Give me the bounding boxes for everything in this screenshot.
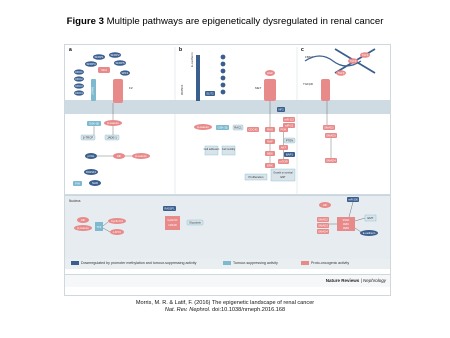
panel-letter-c: c — [301, 47, 304, 53]
citation-journal: Nat. Rev. Nephrol. — [164, 307, 211, 313]
wnt-label: Wnt — [101, 68, 107, 73]
panel-letter-b: b — [179, 47, 183, 53]
mir122-label: miR-122 — [284, 118, 294, 122]
ecad-bead-3 — [221, 69, 226, 74]
sfrp4-label: SFRP4 — [86, 62, 96, 67]
mtor-label: mTOR — [279, 159, 288, 164]
panel-letter-a: a — [69, 47, 72, 53]
slit2-label: SLIT2 — [206, 91, 214, 96]
lrp-label: LRP5/6 — [91, 87, 95, 95]
dkk3-label: DKK3 — [75, 84, 83, 89]
dkk2-label: DKK2 — [75, 77, 83, 82]
figure-number: Figure 3 — [66, 16, 104, 27]
bcatenin-label-nuc: β-catenin — [77, 226, 89, 231]
ras-label: RAS — [267, 127, 273, 132]
cmyc-label: c-MYC — [112, 230, 122, 235]
dkk1-label: DKK1 — [75, 70, 83, 75]
raf-label: RAF — [267, 139, 273, 144]
hgf-label: HGF — [267, 71, 273, 76]
btrcp-label: β-TRCP — [82, 135, 94, 140]
smad3-label: SMAD3 — [326, 133, 336, 138]
nhd-label: NHD — [91, 181, 99, 186]
citation-line-2 — [0, 307, 450, 314]
pten-label: PTEN — [285, 138, 294, 143]
tcf-label: TCF — [96, 225, 102, 229]
legend-label-oncogenic: Proto-oncogenic activity — [311, 261, 350, 265]
robo1-label: ROBO1 — [180, 84, 184, 95]
jade1-label: JADE-1 — [107, 135, 117, 140]
fih-label: FIH — [75, 181, 80, 186]
emt-label-b: EMT — [280, 176, 286, 179]
pvhl-label: pVHL — [87, 154, 95, 159]
growth-survival-label: Growth or survival — [273, 171, 293, 175]
mir200-label: miR-200 — [348, 198, 358, 202]
pi3k-label: PI3K — [280, 127, 287, 132]
tgfb-label-2: TGFβ — [361, 54, 369, 58]
cell-adhesion-label: Cell adhesion — [203, 148, 220, 151]
nucleus-label: Nucleus — [69, 199, 81, 203]
rassf1-label: RASSF1 — [85, 171, 97, 175]
ecad-bead-2 — [221, 62, 226, 67]
smad4-label-nuc: SMAD4 — [318, 229, 328, 234]
zeb1-label: ZEB1 — [343, 223, 349, 226]
citation-line-1: Morris, M. R. & Latif, F. (2016) The epigenetic landscape of renal cancer — [135, 300, 315, 306]
ecadherin-bar — [196, 55, 200, 101]
smad2-label: SMAD2 — [324, 125, 334, 130]
ecadherin-label-c: E-cadherin — [362, 232, 376, 236]
dkk4-label: DKK4 — [75, 91, 83, 96]
glycolysis-label: Glycolysis — [189, 221, 201, 225]
journal-footer — [65, 274, 390, 287]
legend-label-methylation: Downregulated by promoter methylation and tumour-suppressing activity — [81, 261, 197, 265]
cell-motility-label: Cell motility — [221, 148, 236, 151]
cdk46-label: CDK4/6 — [168, 224, 177, 227]
snai1-label: SNAI1 — [342, 219, 350, 222]
journal-name: Nature Reviews — [325, 278, 360, 283]
legend-item-tumour-suppressing — [223, 261, 278, 265]
fz-receptor — [113, 79, 123, 103]
legend-swatch-tumour-suppressing — [223, 261, 231, 265]
proliferation-label: Proliferation — [248, 175, 264, 180]
citation-doi: doi:10.1038/nrneph.2016.168 — [210, 307, 286, 313]
figure-caption: Multiple pathways are epigenetically dysregulated in renal cancer — [106, 16, 384, 27]
ecadherin-label: E-cadherin — [190, 52, 194, 67]
smad4-label: SMAD4 — [326, 158, 336, 163]
met-label: MET — [255, 86, 262, 90]
bcatenin-label-b: β-catenin — [197, 125, 209, 130]
cyclind1-label: Cyclin D1 — [111, 219, 123, 224]
ecad-bead-4 — [221, 76, 226, 81]
tgfb-label-3: TGFβ — [337, 72, 345, 76]
citation — [0, 300, 450, 314]
smad2-label-nuc: SMAD2 — [318, 217, 328, 222]
nf2-label: NF2 — [278, 107, 284, 112]
gsk3b-label: GSK-3β — [88, 121, 100, 126]
bap1-label: BAP1 — [285, 152, 294, 157]
gsk3b-label-b: GSK-3β — [217, 125, 228, 130]
legend-item-oncogenic — [301, 261, 349, 265]
fz-label: FZ — [129, 86, 133, 90]
tgfb-label-1: TGFβ — [349, 60, 357, 64]
legend — [65, 259, 390, 269]
rac1-label: RAC1 — [234, 125, 242, 130]
bcatenin-label-a2: β-catenin — [135, 154, 147, 159]
figure-title — [0, 16, 450, 27]
journal-credit: Nature Reviews | Nephrology — [325, 278, 386, 283]
ecad-bead-6 — [221, 90, 226, 95]
ecad-bead-5 — [221, 83, 226, 88]
legend-swatch-oncogenic — [301, 261, 309, 265]
sfrp2-label: SFRP2 — [110, 53, 120, 58]
legend-item-methylation — [71, 261, 196, 265]
rassf1-label-nuc: RASSF1 — [164, 207, 175, 211]
sfrp1-label: SFRP1 — [94, 55, 104, 60]
legend-label-tumour-suppressing: Tumour-suppressing activity — [233, 261, 278, 265]
met-receptor — [264, 79, 276, 101]
ecad-bead-1 — [221, 55, 226, 60]
journal-section: Nephrology — [362, 278, 386, 283]
akt-label: AKT — [280, 145, 287, 150]
fbn2-label: FBN2 — [305, 55, 313, 59]
pathway-figure — [64, 44, 391, 296]
wif1-label: WIF1 — [121, 71, 129, 76]
tgfbr-receptor — [321, 79, 330, 101]
bcatenin-label-a: β-catenin — [107, 121, 119, 126]
cdc42-label: CDC42 — [248, 127, 258, 132]
sfrp5-label: SFRP5 — [115, 61, 125, 66]
mek-label: MEK — [266, 151, 274, 156]
hif-label-nuc: HIF — [80, 218, 86, 223]
mir21-label: miR-21 — [284, 124, 294, 128]
hif-label-a: HIF — [116, 154, 122, 159]
legend-swatch-methylation — [71, 261, 79, 265]
pathway-diagram — [65, 45, 390, 259]
zeb2-label: ZEB2 — [343, 227, 349, 230]
cyclind1-label-b: Cyclin D1 — [167, 219, 178, 222]
erk-label: ERK — [267, 163, 273, 168]
emt-label-c: EMT — [367, 216, 374, 221]
smad3-label-nuc: SMAD3 — [318, 223, 328, 228]
hif-label-c: HIF — [322, 203, 328, 208]
tgfbr-label: TGFβR — [303, 82, 313, 86]
